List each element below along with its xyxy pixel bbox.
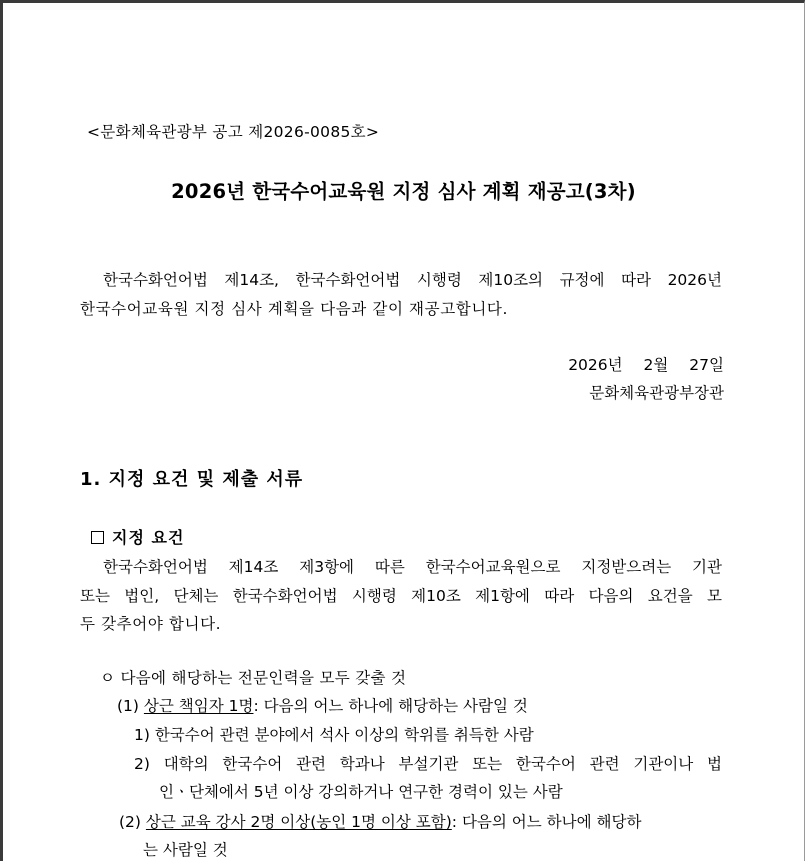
notice-issuer: 문화체육관광부장관 [589, 384, 724, 402]
item-2 [119, 812, 641, 832]
item-1-sub-2-line-1: 2) 대학의 한국수어 관련 학과나 부설기관 또는 한국수어 관련 기관이나 법 [134, 755, 722, 773]
item-1-underlined: 상근 책임자 1명 [143, 697, 254, 715]
item-1-number: (1) [117, 697, 139, 715]
intro-line-2: 한국수어교육원 지정 심사 계획을 다음과 같이 재공고합니다. [80, 300, 509, 318]
bullet-item: ㅇ 다음에 해당하는 전문인력을 모두 갖출 것 [100, 669, 407, 687]
section-heading: 1. 지정 요건 및 제출 서류 [80, 469, 304, 490]
item-1 [117, 696, 528, 716]
requirement-para-line-3: 두 갖추어야 합니다. [80, 615, 222, 633]
subsection-heading [91, 528, 184, 548]
notice-reference: <문화체육관광부 공고 제2026-0085호> [87, 123, 380, 141]
item-1-sub-2-line-2: 인ㆍ단체에서 5년 이상 강의하거나 연구한 경력이 있는 사람 [159, 783, 563, 801]
requirement-para-line-2: 또는 법인, 단체는 한국수화언어법 시행령 제10조 제1항에 따라 다음의 요건을 모 [80, 587, 722, 605]
item-2-line-2: 는 사람일 것 [143, 841, 228, 859]
item-2-underlined: 상근 교육 강사 2명 이상(농인 1명 이상 포함) [145, 813, 452, 831]
checkbox-square-icon [91, 531, 104, 544]
item-1-sub-1: 1) 한국수어 관련 분야에서 석사 이상의 학위를 취득한 사람 [134, 726, 534, 744]
requirement-para-line-1: 한국수화언어법 제14조 제3항에 따른 한국수어교육원으로 지정받으려는 기관 [103, 558, 722, 576]
item-2-rest: : 다음의 어느 하나에 해당하 [451, 813, 642, 831]
notice-date: 2026년 2월 27일 [568, 356, 724, 374]
item-2-number: (2) [119, 813, 141, 831]
item-1-rest: : 다음의 어느 하나에 해당하는 사람일 것 [253, 697, 528, 715]
intro-line-1: 한국수화언어법 제14조, 한국수화언어법 시행령 제10조의 규정에 따라 2026년 [103, 271, 722, 289]
notice-title: 2026년 한국수어교육원 지정 심사 계획 재공고(3차) [171, 180, 636, 203]
subsection-heading-text: 지정 요건 [112, 528, 185, 547]
